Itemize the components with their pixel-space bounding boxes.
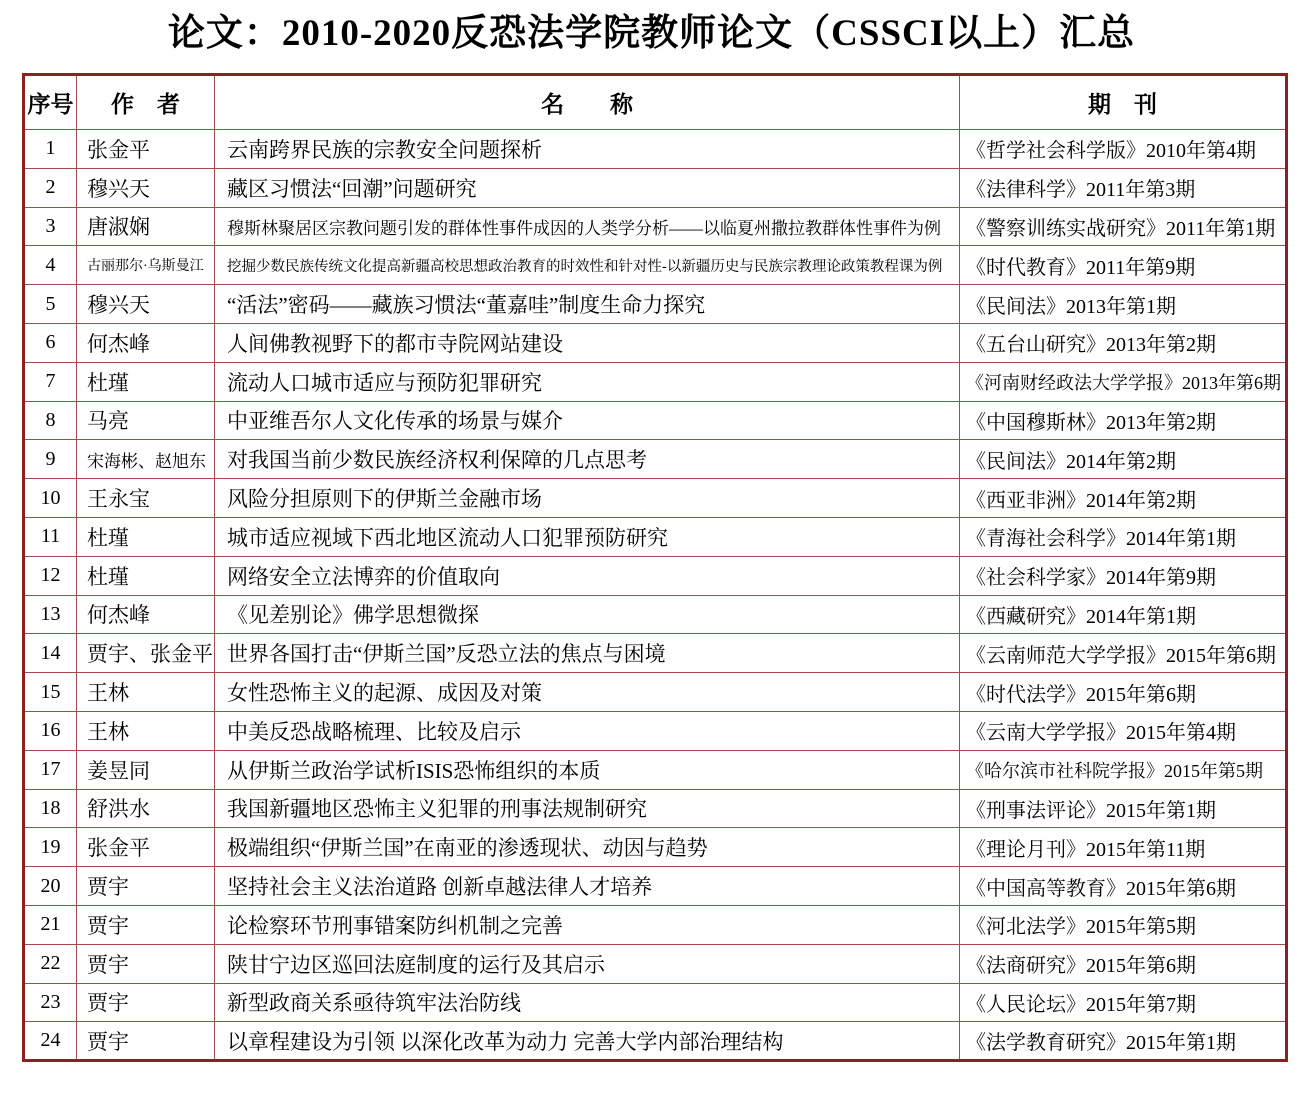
journal-cell: 《云南大学学报》2015年第4期 bbox=[960, 711, 1287, 750]
papers-table bbox=[22, 73, 1288, 1062]
table-row bbox=[24, 517, 1287, 556]
row-index-cell: 13 bbox=[24, 595, 77, 634]
table-row bbox=[24, 323, 1287, 362]
title-cell: 藏区习惯法“回潮”问题研究 bbox=[215, 168, 960, 207]
row-index-cell: 7 bbox=[24, 362, 77, 401]
author-cell: 何杰峰 bbox=[77, 323, 215, 362]
table-row bbox=[24, 867, 1287, 906]
journal-cell: 《河南财经政法大学学报》2013年第6期 bbox=[960, 362, 1287, 401]
author-cell: 贾宇 bbox=[77, 1022, 215, 1061]
row-index-cell: 1 bbox=[24, 130, 77, 169]
title-cell: 云南跨界民族的宗教安全问题探析 bbox=[215, 130, 960, 169]
title-cell: 陕甘宁边区巡回法庭制度的运行及其启示 bbox=[215, 944, 960, 983]
table-row bbox=[24, 362, 1287, 401]
table-row bbox=[24, 556, 1287, 595]
author-cell: 贾宇 bbox=[77, 983, 215, 1022]
author-cell: 王永宝 bbox=[77, 479, 215, 518]
author-cell: 王林 bbox=[77, 711, 215, 750]
row-index-cell: 8 bbox=[24, 401, 77, 440]
title-cell: 风险分担原则下的伊斯兰金融市场 bbox=[215, 479, 960, 518]
title-cell: 穆斯林聚居区宗教问题引发的群体性事件成因的人类学分析——以临夏州撒拉教群体性事件为例 bbox=[215, 207, 960, 246]
papers-table-body bbox=[24, 130, 1287, 1061]
author-cell: 杜瑾 bbox=[77, 517, 215, 556]
journal-cell: 《五台山研究》2013年第2期 bbox=[960, 323, 1287, 362]
row-index-cell: 10 bbox=[24, 479, 77, 518]
table-header bbox=[24, 75, 1287, 130]
row-index-cell: 17 bbox=[24, 750, 77, 789]
row-index-cell: 23 bbox=[24, 983, 77, 1022]
row-index-cell: 14 bbox=[24, 634, 77, 673]
row-index-cell: 24 bbox=[24, 1022, 77, 1061]
journal-cell: 《中国穆斯林》2013年第2期 bbox=[960, 401, 1287, 440]
author-cell: 张金平 bbox=[77, 130, 215, 169]
journal-cell: 《刑事法评论》2015年第1期 bbox=[960, 789, 1287, 828]
row-index-cell: 11 bbox=[24, 517, 77, 556]
row-index-cell: 3 bbox=[24, 207, 77, 246]
title-cell: 中亚维吾尔人文化传承的场景与媒介 bbox=[215, 401, 960, 440]
journal-cell: 《人民论坛》2015年第7期 bbox=[960, 983, 1287, 1022]
row-index-cell: 21 bbox=[24, 905, 77, 944]
author-cell: 唐淑娴 bbox=[77, 207, 215, 246]
journal-cell: 《哲学社会科学版》2010年第4期 bbox=[960, 130, 1287, 169]
row-index-cell: 16 bbox=[24, 711, 77, 750]
author-cell: 舒洪水 bbox=[77, 789, 215, 828]
table-row bbox=[24, 789, 1287, 828]
table-row bbox=[24, 634, 1287, 673]
journal-cell: 《时代法学》2015年第6期 bbox=[960, 673, 1287, 712]
author-cell: 宋海彬、赵旭东 bbox=[77, 440, 215, 479]
row-index-cell: 4 bbox=[24, 246, 77, 285]
table-row bbox=[24, 828, 1287, 867]
table-row bbox=[24, 246, 1287, 285]
table-row bbox=[24, 168, 1287, 207]
title-cell: 世界各国打击“伊斯兰国”反恐立法的焦点与困境 bbox=[215, 634, 960, 673]
title-cell: 中美反恐战略梳理、比较及启示 bbox=[215, 711, 960, 750]
journal-cell: 《中国高等教育》2015年第6期 bbox=[960, 867, 1287, 906]
table-row bbox=[24, 711, 1287, 750]
journal-cell: 《时代教育》2011年第9期 bbox=[960, 246, 1287, 285]
title-cell: 《见差别论》佛学思想微探 bbox=[215, 595, 960, 634]
header-title: 名 称 bbox=[215, 75, 960, 130]
page-title: 论文：2010-2020反恐法学院教师论文（CSSCI以上）汇总 bbox=[167, 13, 1136, 54]
journal-cell: 《青海社会科学》2014年第1期 bbox=[960, 517, 1287, 556]
journal-cell: 《西藏研究》2014年第1期 bbox=[960, 595, 1287, 634]
title-cell: 从伊斯兰政治学试析ISIS恐怖组织的本质 bbox=[215, 750, 960, 789]
title-cell: “活法”密码——藏族习惯法“董嘉哇”制度生命力探究 bbox=[215, 285, 960, 324]
row-index-cell: 22 bbox=[24, 944, 77, 983]
table-row bbox=[24, 595, 1287, 634]
title-cell: 坚持社会主义法治道路 创新卓越法律人才培养 bbox=[215, 867, 960, 906]
journal-cell: 《哈尔滨市社科院学报》2015年第5期 bbox=[960, 750, 1287, 789]
journal-cell: 《警察训练实战研究》2011年第1期 bbox=[960, 207, 1287, 246]
author-cell: 穆兴天 bbox=[77, 168, 215, 207]
title-cell: 网络安全立法博弈的价值取向 bbox=[215, 556, 960, 595]
journal-cell: 《河北法学》2015年第5期 bbox=[960, 905, 1287, 944]
journal-cell: 《法商研究》2015年第6期 bbox=[960, 944, 1287, 983]
journal-cell: 《社会科学家》2014年第9期 bbox=[960, 556, 1287, 595]
table-row bbox=[24, 285, 1287, 324]
table-row bbox=[24, 983, 1287, 1022]
title-cell: 对我国当前少数民族经济权利保障的几点思考 bbox=[215, 440, 960, 479]
title-cell: 人间佛教视野下的都市寺院网站建设 bbox=[215, 323, 960, 362]
title-cell: 以章程建设为引领 以深化改革为动力 完善大学内部治理结构 bbox=[215, 1022, 960, 1061]
journal-cell: 《法学教育研究》2015年第1期 bbox=[960, 1022, 1287, 1061]
table-row bbox=[24, 479, 1287, 518]
title-cell: 极端组织“伊斯兰国”在南亚的渗透现状、动因与趋势 bbox=[215, 828, 960, 867]
title-cell: 挖掘少数民族传统文化提高新疆高校思想政治教育的时效性和针对性-以新疆历史与民族宗教理论政策教程课为例 bbox=[215, 246, 960, 285]
header-author: 作 者 bbox=[77, 75, 215, 130]
title-cell: 流动人口城市适应与预防犯罪研究 bbox=[215, 362, 960, 401]
author-cell: 姜昱同 bbox=[77, 750, 215, 789]
author-cell: 贾宇、张金平 bbox=[77, 634, 215, 673]
journal-cell: 《民间法》2014年第2期 bbox=[960, 440, 1287, 479]
table-row bbox=[24, 750, 1287, 789]
table-row bbox=[24, 130, 1287, 169]
author-cell: 贾宇 bbox=[77, 867, 215, 906]
row-index-cell: 5 bbox=[24, 285, 77, 324]
author-cell: 穆兴天 bbox=[77, 285, 215, 324]
row-index-cell: 12 bbox=[24, 556, 77, 595]
table-row bbox=[24, 401, 1287, 440]
title-cell: 我国新疆地区恐怖主义犯罪的刑事法规制研究 bbox=[215, 789, 960, 828]
author-cell: 何杰峰 bbox=[77, 595, 215, 634]
header-journal: 期 刊 bbox=[960, 75, 1287, 130]
row-index-cell: 6 bbox=[24, 323, 77, 362]
author-cell: 贾宇 bbox=[77, 944, 215, 983]
author-cell: 王林 bbox=[77, 673, 215, 712]
table-row bbox=[24, 207, 1287, 246]
table-row bbox=[24, 944, 1287, 983]
author-cell: 贾宇 bbox=[77, 905, 215, 944]
journal-cell: 《民间法》2013年第1期 bbox=[960, 285, 1287, 324]
row-index-cell: 18 bbox=[24, 789, 77, 828]
author-cell: 古丽那尔·乌斯曼江 bbox=[77, 246, 215, 285]
journal-cell: 《云南师范大学学报》2015年第6期 bbox=[960, 634, 1287, 673]
title-cell: 城市适应视域下西北地区流动人口犯罪预防研究 bbox=[215, 517, 960, 556]
journal-cell: 《理论月刊》2015年第11期 bbox=[960, 828, 1287, 867]
row-index-cell: 15 bbox=[24, 673, 77, 712]
author-cell: 马亮 bbox=[77, 401, 215, 440]
title-cell: 论检察环节刑事错案防纠机制之完善 bbox=[215, 905, 960, 944]
title-cell: 女性恐怖主义的起源、成因及对策 bbox=[215, 673, 960, 712]
table-row bbox=[24, 673, 1287, 712]
journal-cell: 《法律科学》2011年第3期 bbox=[960, 168, 1287, 207]
row-index-cell: 19 bbox=[24, 828, 77, 867]
journal-cell: 《西亚非洲》2014年第2期 bbox=[960, 479, 1287, 518]
title-cell: 新型政商关系亟待筑牢法治防线 bbox=[215, 983, 960, 1022]
table-row bbox=[24, 440, 1287, 479]
header-index: 序号 bbox=[24, 75, 77, 130]
table-row bbox=[24, 905, 1287, 944]
row-index-cell: 2 bbox=[24, 168, 77, 207]
author-cell: 杜瑾 bbox=[77, 556, 215, 595]
row-index-cell: 9 bbox=[24, 440, 77, 479]
author-cell: 张金平 bbox=[77, 828, 215, 867]
table-row bbox=[24, 1022, 1287, 1061]
header-row bbox=[24, 75, 1287, 130]
author-cell: 杜瑾 bbox=[77, 362, 215, 401]
row-index-cell: 20 bbox=[24, 867, 77, 906]
